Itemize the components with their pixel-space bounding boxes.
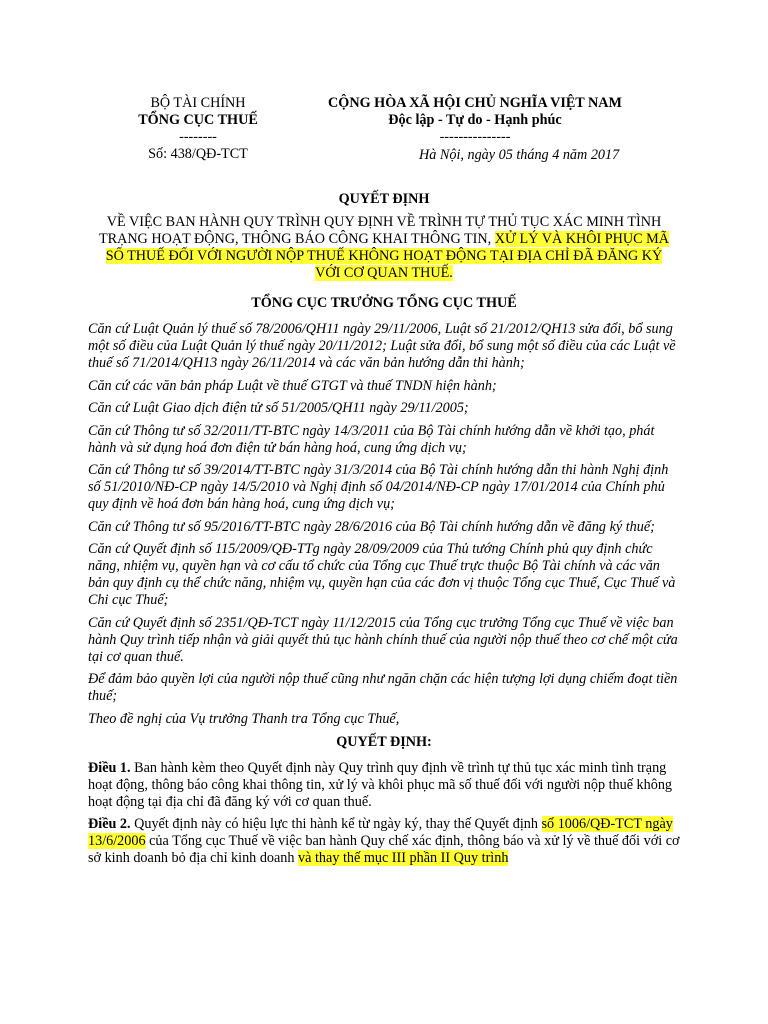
preamble-paragraph: Căn cứ Luật Quản lý thuế số 78/2006/QH11 ngày 29/11/2006, Luật số 21/2012/QH13 sửa đổi, bổ sung một số điều của Luật Quản lý thuế ngày 20/11/2012; Luật sửa đổi, bổ sung một số điều của các Luật về thuế số 71/2014/QH13 ngày 26/11/2014 và các văn bản hướng dẫn thi hành; (88, 321, 676, 371)
right-divider: --------------- (439, 129, 511, 145)
preamble-paragraph: Căn cứ Thông tư số 32/2011/TT-BTC ngày 14/3/2011 của Bộ Tài chính hướng dẫn về khởi tạo, phát hành và sử dụng hoá đơn điện tử bán hàng hoá, cung ứng dịch vụ; (88, 422, 655, 456)
preamble-paragraph: Căn cứ Luật Giao dịch điện tử số 51/2005/QH11 ngày 29/11/2005; (88, 400, 469, 416)
article-2-label: Điều 2. (88, 816, 131, 832)
article-1 (88, 760, 680, 811)
country-name: CỘNG HÒA XÃ HỘI CHỦ NGHĨA VIỆT NAM (328, 95, 622, 111)
subject-highlighted-text: XỬ LÝ VÀ KHÔI PHỤC MÃ SỐ THUẾ ĐỐI VỚI NGƯỜI NỘP THUẾ KHÔNG HOẠT ĐỘNG TẠI ĐỊA CHỈ ĐÃ ĐĂNG KÝ VỚI CƠ QUAN THUẾ. (105, 231, 670, 281)
preamble-paragraph: Căn cứ Quyết định số 2351/QĐ-TCT ngày 11/12/2015 của Tổng cục trưởng Tổng cục Thuế về việc ban hành Quy trình tiếp nhận và giải quyết thủ tục hành chính thuế của người nộp thuế theo cơ chế một cửa tại cơ quan thuế. (88, 614, 678, 665)
preamble-paragraph: Căn cứ Thông tư số 39/2014/TT-BTC ngày 31/3/2014 của Bộ Tài chính hướng dẫn thi hành Nghị định số 51/2010/NĐ-CP ngày 14/5/2010 và Nghị định số 04/2014/NĐ-CP ngày 17/01/2014 của Chính phủ quy định về hoá đơn bán hàng hoá, cung ứng dịch vụ; (88, 462, 669, 512)
article-1-text: Ban hành kèm theo Quyết định này Quy trình quy định về trình tự thủ tục xác minh tình trạng hoạt động, thông báo công khai thông tin, xử lý và khôi phục mã số thuế đối với người nộp thuế không hoạt động tại địa chỉ đã đăng ký với cơ quan thuế. (88, 759, 673, 810)
issuer-block (108, 95, 288, 163)
document-body (88, 321, 680, 873)
subject-text: VỀ VIỆC BAN HÀNH QUY TRÌNH QUY ĐỊNH VỀ TRÌNH TỰ THỦ TỤC XÁC MINH TÌNH TRẠNG HOẠT ĐỘNG, THÔNG BÁO CÔNG KHAI THÔNG TIN, (98, 214, 662, 247)
ministry-name: BỘ TÀI CHÍNH (150, 95, 246, 111)
article-2-highlight-2: và thay thế mục III phần II Quy trình (298, 850, 509, 866)
document-title: QUYẾT ĐỊNH (338, 191, 430, 207)
preamble-paragraph: Theo đề nghị của Vụ trưởng Thanh tra Tổng cục Thuế, (88, 710, 400, 727)
issue-date: Hà Nội, ngày 05 tháng 4 năm 2017 (419, 147, 620, 163)
article-2-highlight-1: số 1006/QĐ-TCT ngày 13/6/2006 (88, 816, 673, 849)
preamble-paragraph: Căn cứ Quyết định số 115/2009/QĐ-TTg ngày 28/09/2009 của Thủ tướng Chính phủ quy định chức năng, nhiệm vụ, quyền hạn và cơ cấu tổ chức của Tổng cục Thuế trực thuộc Bộ Tài chính và các văn bản quy định cụ thể chức năng, nhiệm vụ, quyền hạn của các đơn vị thuộc Tổng cục Thuế, Cục Thuế và Chi cục Thuế; (88, 541, 676, 608)
preamble-paragraph: Để đảm bảo quyền lợi của người nộp thuế cũng như ngăn chặn các hiện tượng lợi dụng chiếm đoạt tiền thuế; (88, 671, 678, 704)
document-subject (95, 214, 673, 282)
article-1-label: Điều 1. (88, 759, 131, 776)
article-2-text-cont: của Tổng cục Thuế về việc ban hành Quy chế xác định, thông báo và xử lý về thuế đối với cơ sở kinh doanh bỏ địa chỉ kinh doanh (88, 833, 680, 866)
document-number: Số: 438/QĐ-TCT (148, 146, 248, 162)
preamble-paragraph: Căn cứ Thông tư số 95/2016/TT-BTC ngày 28/6/2016 của Bộ Tài chính hướng dẫn về đăng ký thuế; (88, 518, 655, 535)
decision-heading: QUYẾT ĐỊNH: (336, 733, 432, 750)
preamble-paragraph: Căn cứ các văn bản pháp Luật về thuế GTGT và thuế TNDN hiện hành; (88, 377, 497, 394)
left-divider: -------- (179, 129, 217, 145)
department-name: TỔNG CỤC THUẾ (138, 112, 258, 128)
national-motto: Độc lập - Tự do - Hạnh phúc (388, 112, 562, 128)
article-2 (88, 816, 680, 867)
national-header (300, 95, 650, 146)
issuing-authority: TỔNG CỤC TRƯỞNG TỔNG CỤC THUẾ (251, 295, 517, 311)
article-2-text: Quyết định này có hiệu lực thi hành kể từ ngày ký, thay thế Quyết định (130, 816, 542, 832)
